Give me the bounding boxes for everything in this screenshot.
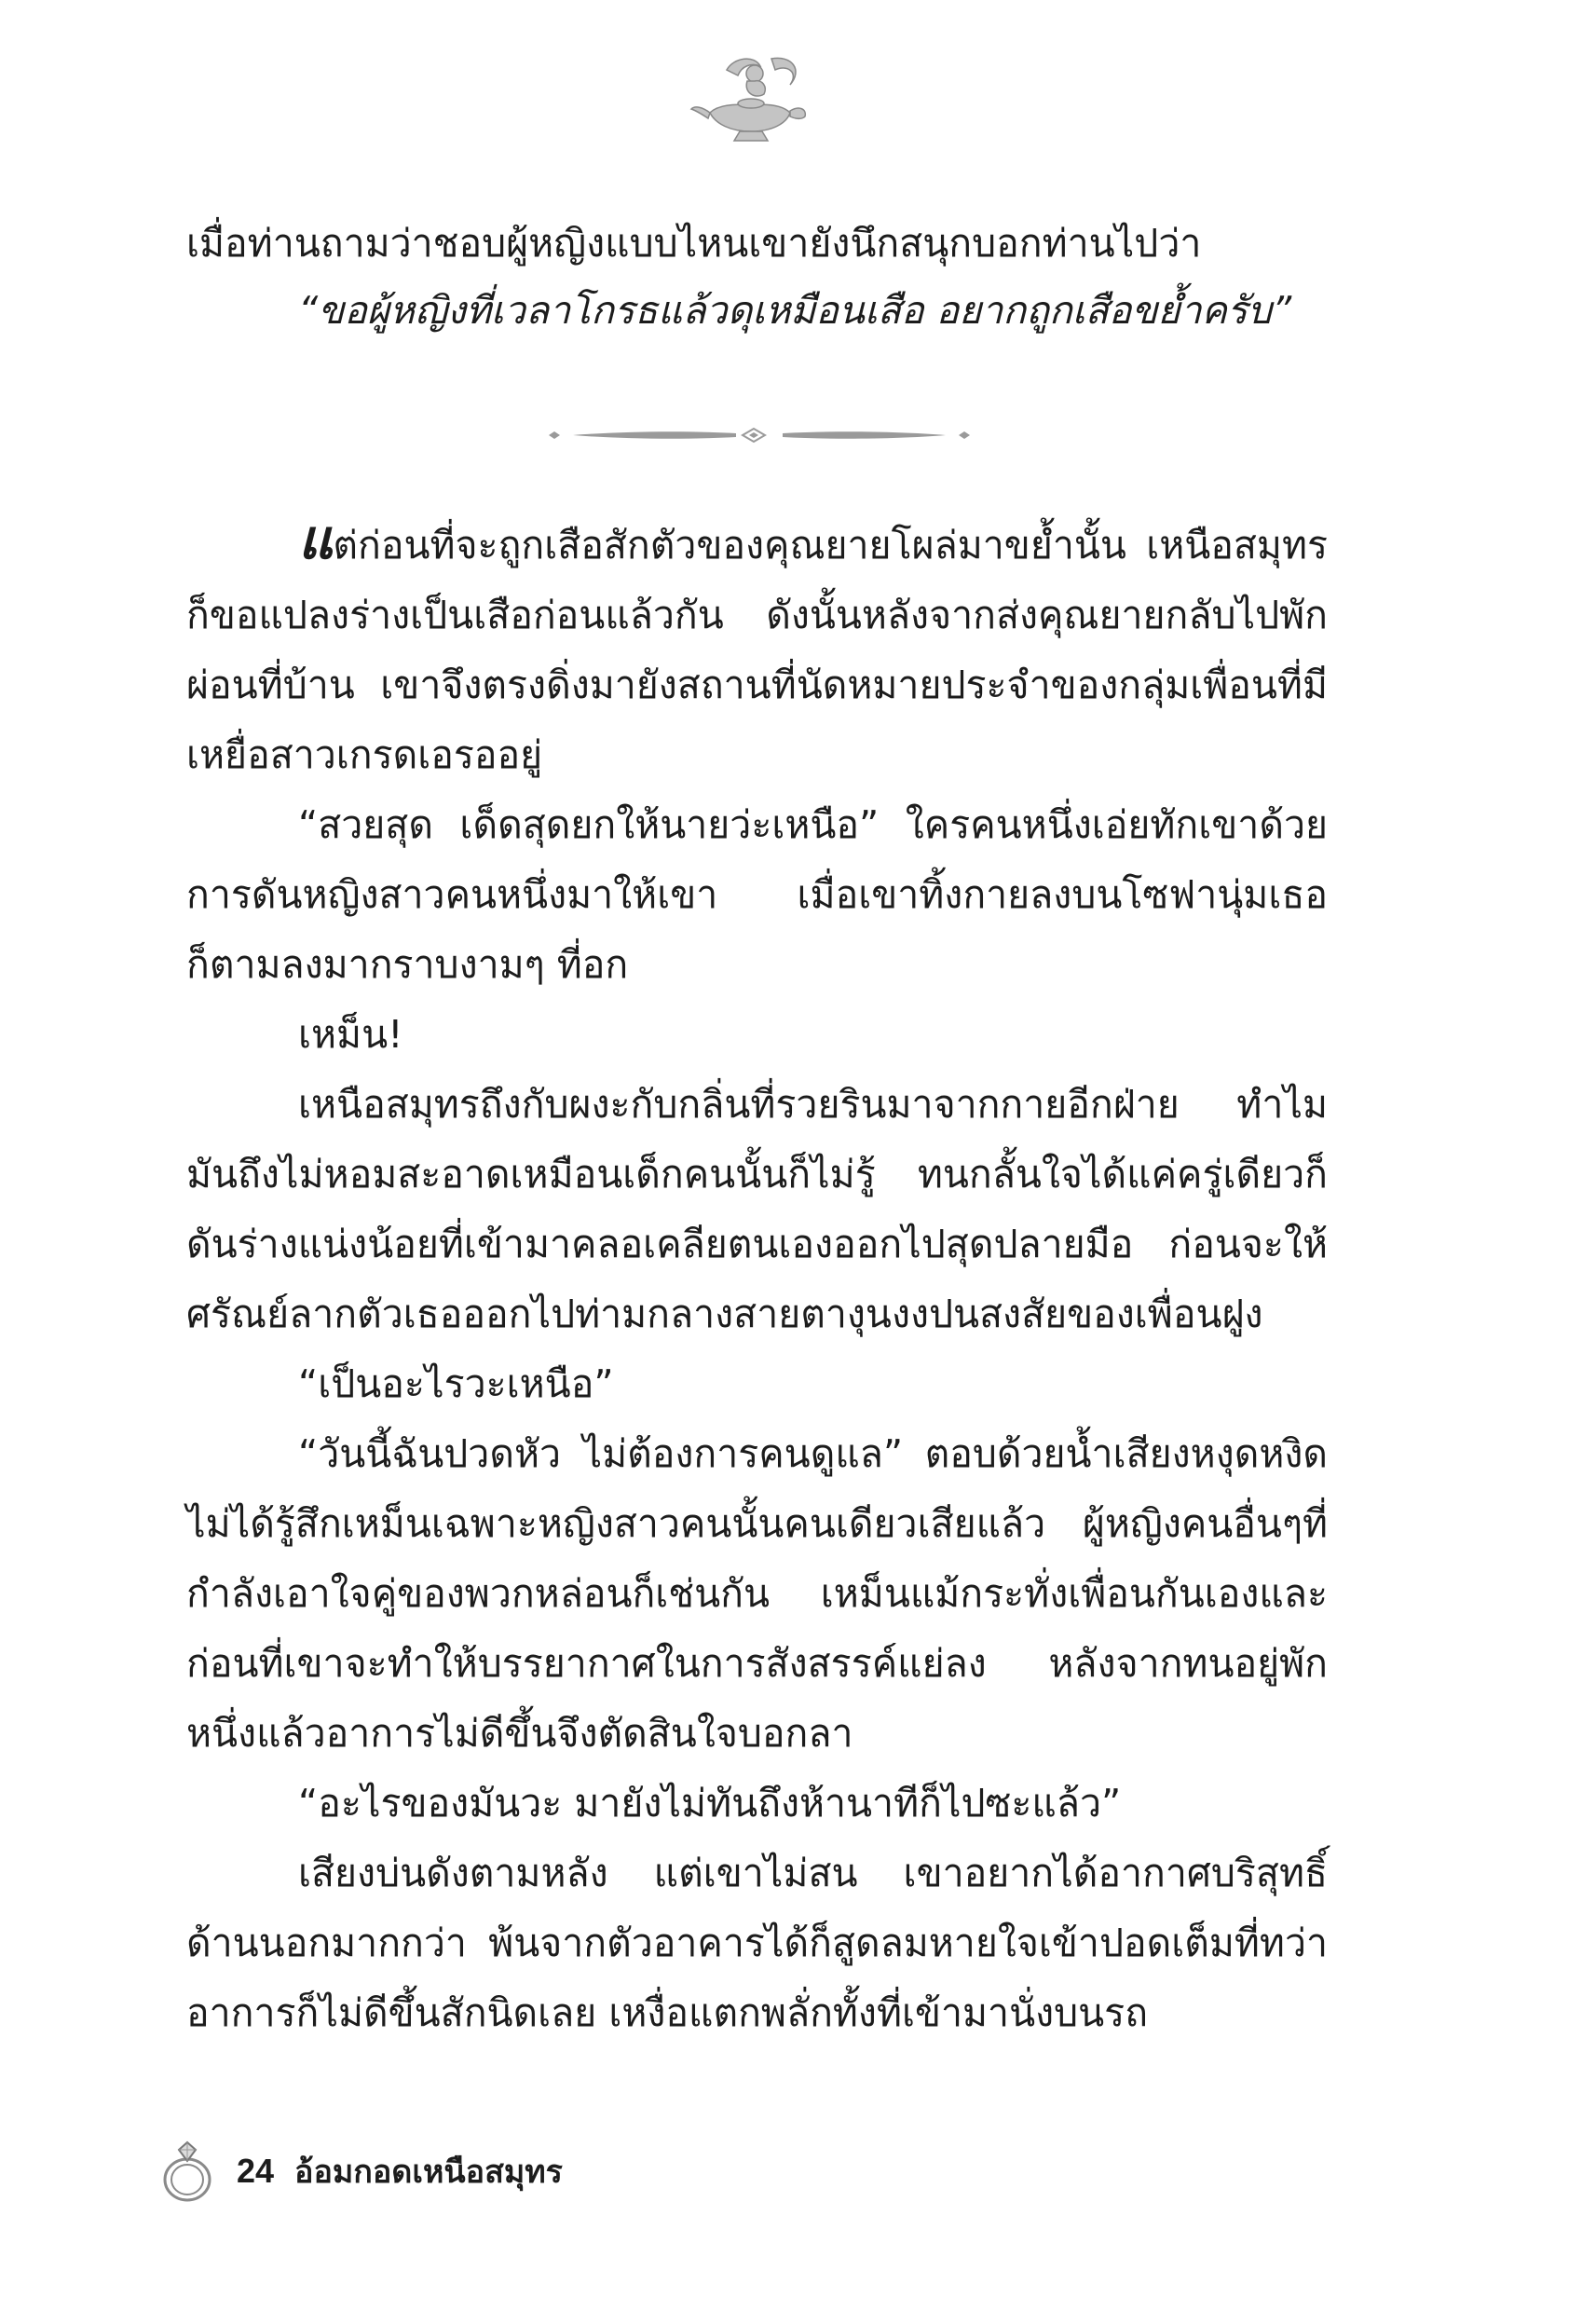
paragraph: “สวยสุด เด็ดสุดยกให้นายว่ะเหนือ” ใครคนหนึ่งเอ่ยทักเขาด้วยการดันหญิงสาวคนหนึ่งมาให้เขา เมื่อเขาทิ้งกายลงบนโซฟานุ่มเธอก็ตามลงมากราบงามๆ ที่อก <box>186 802 1328 987</box>
body-text <box>186 508 1328 2048</box>
paragraph: “เป็นอะไรวะเหนือ” <box>298 1361 614 1406</box>
epigraph-line-1: เมื่อท่านถามว่าชอบผู้หญิงแบบไหนเขายังนึกสนุกบอกท่านไปว่า <box>186 221 1202 266</box>
paragraph: เหม็น! <box>298 1012 403 1057</box>
paragraph: เหนือสมุทรถึงกับผงะกับกลิ่นที่รวยรินมาจากกายอีกฝ่าย ทำไมมันถึงไม่หอมสะอาดเหมือนเด็กคนนั้นก็ไม่รู้ ทนกลั้นใจได้แค่ครู่เดียวก็ดันร่างแน่งน้อยที่เข้ามาคลอเคลียตนเองออกไปสุดปลายมือ ก่อนจะให้ศรัณย์ลากตัวเธอออกไปท่ามกลางสายตางุนงงปนสงสัยของเพื่อนฝูง <box>186 1082 1328 1336</box>
paragraph: “อะไรของมันวะ มายังไม่ทันถึงห้านาทีก็ไปซะแล้ว” <box>298 1781 1122 1826</box>
diamond-ring-icon <box>158 2139 216 2204</box>
book-title: อ้อมกอดเหนือสมุทร <box>294 2154 563 2191</box>
paragraph: “วันนี้ฉันปวดหัว ไม่ต้องการคนดูแล” ตอบด้วยน้ำเสียงหงุดหงิดไม่ได้รู้สึกเหม็นเฉพาะหญิงสาวคนนั้นคนเดียวเสียแล้ว ผู้หญิงคนอื่นๆที่กำลังเอาใจคู่ของพวกหล่อนก็เช่นกัน เหม็นแม้กระทั่งเพื่อนกันเองและก่อนที่เขาจะทำให้บรรยากาศในการสังสรรค์แย่ลง หลังจากทนอยู่พักหนึ่งแล้วอาการไม่ดีขึ้นจึงตัดสินใจบอกลา <box>186 1431 1328 1756</box>
epigraph-quote: “ขอผู้หญิงที่เวลาโกรธแล้วดุเหมือนเสือ อยากถูกเสือขย้ำครับ” <box>298 288 1292 333</box>
epigraph <box>186 210 1425 344</box>
paragraph-text: ต่ก่อนที่จะถูกเสือสักตัวของคุณยายโผล่มาขย้ำนั้น เหนือสมุทรก็ขอแปลงร่างเป็นเสือก่อนแล้วกัน ดังนั้นหลังจากส่งคุณยายกลับไปพักผ่อนที่บ้าน เขาจึงตรงดิ่งมายังสถานที่นัดหมายประจำของกลุ่มเพื่อนที่มีเหยื่อสาวเกรดเอรออยู่ <box>186 523 1328 777</box>
drop-cap: แ <box>298 508 334 571</box>
paragraph <box>186 508 1328 790</box>
ornamental-divider <box>545 421 974 449</box>
cupid-teapot-ornament-icon <box>689 51 811 154</box>
page-number: 24 <box>237 2152 275 2190</box>
page-footer <box>158 2139 563 2204</box>
paragraph: เสียงบ่นดังตามหลัง แต่เขาไม่สน เขาอยากได้อากาศบริสุทธิ์ด้านนอกมากกว่า พ้นจากตัวอาคารได้ก็สูดลมหายใจเข้าปอดเต็มที่ทว่าอาการก็ไม่ดีขึ้นสักนิดเลย เหงื่อแตกพลั่กทั้งที่เข้ามานั่งบนรถ <box>186 1851 1328 2035</box>
